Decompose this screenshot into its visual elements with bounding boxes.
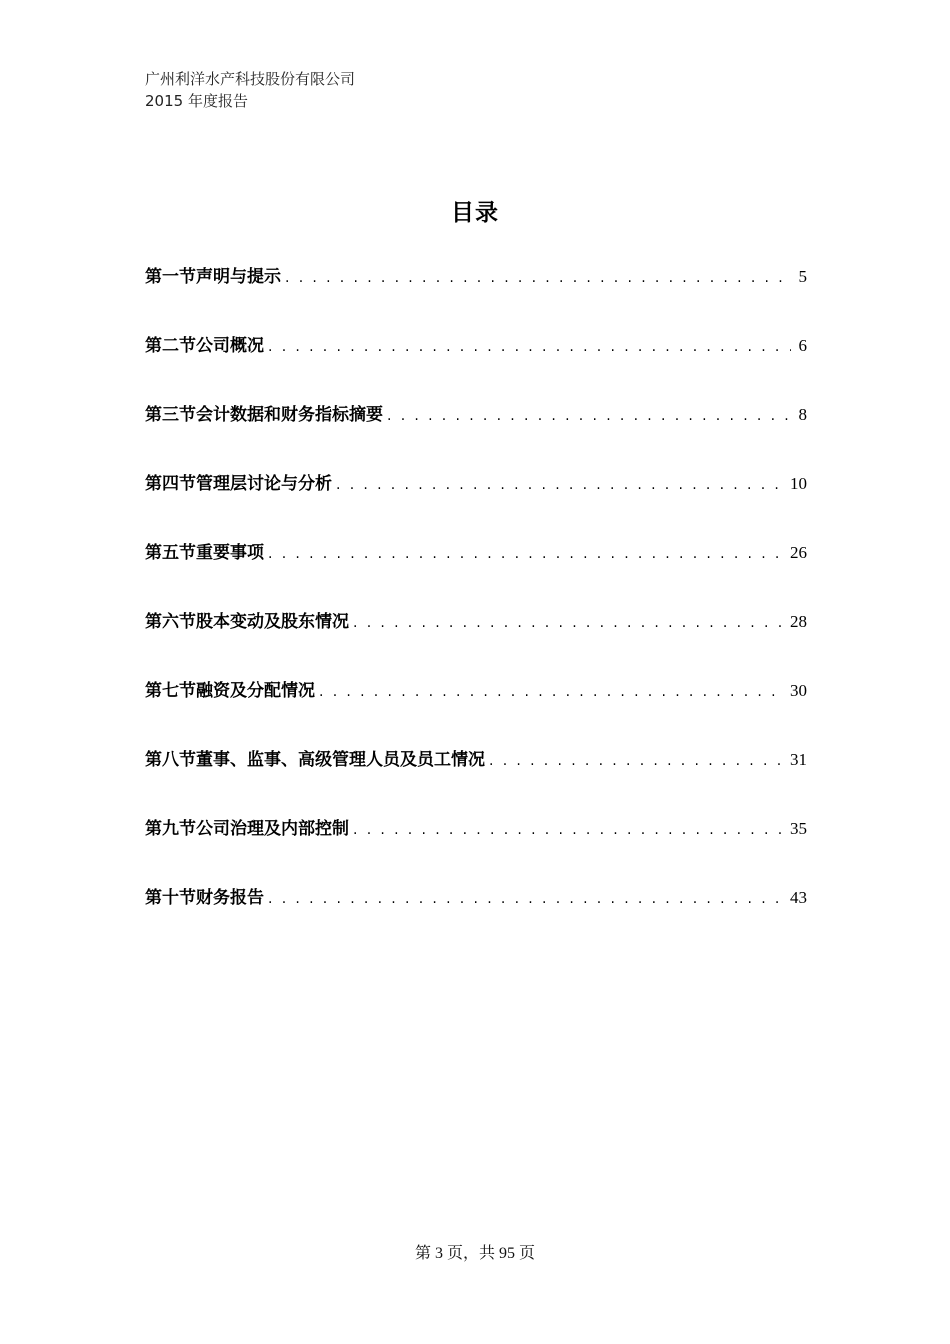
toc-leader-dots (319, 677, 782, 707)
toc-item-label: 第八节董事、监事、高级管理人员及员工情况 (145, 750, 485, 770)
toc-item-7[interactable] (145, 676, 807, 745)
toc-item-9[interactable] (145, 814, 807, 883)
toc-item-6[interactable] (145, 607, 807, 676)
toc-item-label: 第一节声明与提示 (145, 267, 281, 287)
toc-leader-dots (353, 815, 782, 845)
toc-leader-dots (268, 332, 791, 362)
toc-item-3[interactable] (145, 400, 807, 469)
toc-leader-dots (489, 746, 782, 776)
toc-item-label: 第五节重要事项 (145, 543, 264, 563)
company-name: 广州利洋水产科技股份有限公司 (145, 70, 356, 88)
toc-item-label: 第九节公司治理及内部控制 (145, 819, 349, 839)
toc-item-page: 6 (798, 336, 807, 355)
toc-item-8[interactable] (145, 745, 807, 814)
table-of-contents (145, 262, 807, 952)
toc-item-page: 31 (790, 750, 807, 769)
toc-item-4[interactable] (145, 469, 807, 538)
page-footer: 第 3 页，共 95 页 (414, 1245, 535, 1262)
toc-leader-dots (387, 401, 791, 431)
running-header (145, 68, 355, 112)
toc-item-page: 10 (790, 474, 807, 493)
toc-leader-dots (268, 884, 782, 914)
toc-item-page: 28 (790, 612, 807, 631)
toc-item-label: 第六节股本变动及股东情况 (145, 612, 349, 632)
report-name: 2015 年度报告 (145, 92, 248, 110)
toc-item-label: 第七节融资及分配情况 (145, 681, 315, 701)
toc-item-label: 第四节管理层讨论与分析 (145, 474, 332, 494)
toc-item-label: 第三节会计数据和财务指标摘要 (145, 405, 383, 425)
toc-item-10[interactable] (145, 883, 807, 952)
toc-item-page: 5 (798, 267, 807, 286)
toc-title: 目录 (451, 200, 499, 226)
toc-item-1[interactable] (145, 262, 807, 331)
toc-leader-dots (285, 263, 791, 293)
toc-item-label: 第二节公司概况 (145, 336, 264, 356)
toc-item-5[interactable] (145, 538, 807, 607)
toc-leader-dots (268, 539, 782, 569)
toc-item-label: 第十节财务报告 (145, 888, 264, 908)
toc-item-page: 30 (790, 681, 807, 700)
toc-item-page: 43 (790, 888, 807, 907)
toc-item-2[interactable] (145, 331, 807, 400)
toc-item-page: 8 (798, 405, 807, 424)
toc-leader-dots (353, 608, 782, 638)
toc-item-page: 26 (790, 543, 807, 562)
toc-leader-dots (336, 470, 782, 500)
toc-item-page: 35 (790, 819, 807, 838)
